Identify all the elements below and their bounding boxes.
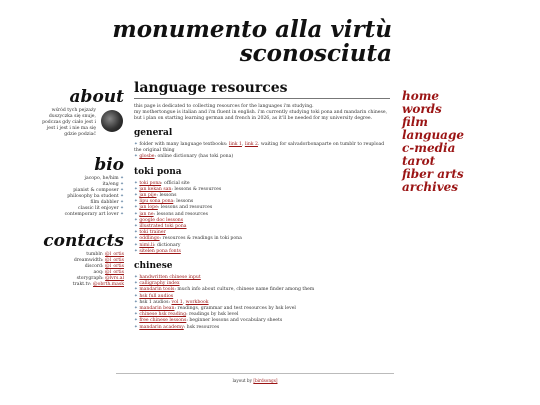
list-item: ✦ mandarin academy: hsk resources	[134, 325, 390, 331]
bio-item: classic lit enjoyer ✦	[78, 206, 124, 211]
resource-link[interactable]: mandarin tools	[139, 287, 175, 293]
bio-item: ita/eng ✦	[102, 182, 124, 187]
list-item: ✦ mandarin bean: readings, grammar and test resources by hsk level	[134, 306, 390, 312]
site-nav	[402, 90, 464, 194]
star-icon: ✦	[120, 200, 124, 205]
list-item	[134, 249, 390, 255]
list-item: ✦ glosbe: online dictionary (has toki pona)	[134, 154, 390, 160]
site-title-line1: monumento alla virtù	[112, 16, 392, 43]
list-item: ✦ free chinese lessons: beginner lessons and vocabulary sheets	[134, 318, 390, 324]
resource-link[interactable]: jan lope	[139, 205, 158, 211]
list-item: ✦ jan ne: lessons and resources	[134, 212, 390, 218]
textbook-link-1[interactable]: link 1	[228, 142, 242, 147]
contact-item: tumblr: @l_ortis	[86, 252, 124, 257]
nav-c-media[interactable]: c-media	[402, 141, 456, 155]
general-list	[134, 142, 390, 161]
list-item: ✦ jan lope: lessons and resources	[134, 205, 390, 211]
resource-link[interactable]: hsk full audios	[139, 293, 174, 299]
list-item: ✦ chinese hsk reading: readings by hsk level	[134, 312, 390, 318]
toki-pona-heading: toki pona	[134, 166, 182, 177]
star-icon: ✦	[120, 194, 124, 199]
glosbe-link[interactable]: glosbe	[139, 154, 155, 160]
list-item: ✦ hsk 1 audios: vol 1, workbook	[134, 300, 390, 306]
star-icon: ✦	[120, 212, 124, 217]
list-item: ✦ oddlingo: resources & readings in toki pona	[134, 236, 390, 242]
star-icon: ✦	[120, 176, 124, 181]
resource-link[interactable]: free chinese lessons	[139, 318, 187, 324]
resource-link[interactable]: toki pona	[139, 180, 162, 186]
resource-link[interactable]: lipu sona pona	[139, 199, 174, 205]
contacts-heading: contacts	[43, 231, 124, 251]
intro-line: my mothertongue is italian and i'm fluent in english. i'm currently studying toki pona and mandarin chinese, but i plan on starting learning german and french in 2026, as it'll be needed for my university degree.	[134, 110, 388, 121]
bio-section	[0, 176, 124, 218]
list-item: ✦ lipu sona pona: lessons	[134, 199, 390, 205]
star-icon: ✦	[120, 206, 124, 211]
star-icon: ✦	[120, 188, 124, 193]
about-line: podczas gdy ciało jest i	[42, 120, 96, 125]
textbook-link-2[interactable]: link 2	[244, 142, 258, 147]
toki-pona-list	[134, 181, 390, 255]
intro-text	[134, 104, 390, 122]
nav-language[interactable]: language	[402, 128, 464, 142]
contact-link-aoq[interactable]: @l_ortis	[105, 270, 124, 275]
about-line: jest i jest i nie ma się	[46, 126, 96, 131]
list-item: ✦ nimi.li: dictionary	[134, 243, 390, 249]
list-item: ✦ jan pije: lessons	[134, 193, 390, 199]
bio-item: pianist & composer ✦	[73, 188, 124, 193]
resource-link[interactable]: sitelen pona fonts	[139, 248, 181, 254]
contact-item: storygraph: @lvrs.al	[76, 276, 124, 281]
contact-link-storygraph[interactable]: @lvrs.al	[105, 276, 124, 281]
resource-link[interactable]: illustrated toki pona	[139, 224, 187, 230]
contact-item: trakt.tv: @obrth.mask	[72, 282, 124, 287]
contact-item: dreamwidth: @l_ortis	[73, 258, 124, 263]
contact-link-discord[interactable]: @l_ortis	[105, 264, 124, 269]
list-item: ✦ toki pona: official site	[134, 181, 390, 187]
footer-divider	[116, 373, 394, 374]
bio-item: jacopo, he/him ✦	[84, 176, 124, 181]
list-item: ✦ mandarin tools: much info about culture, chinese name finder among them	[134, 287, 390, 293]
left-sidebar	[0, 88, 124, 288]
about-line: duszyczka się snuje,	[48, 114, 96, 119]
nav-fiber-arts[interactable]: fiber arts	[402, 167, 464, 181]
main-content	[134, 80, 390, 331]
chinese-list	[134, 275, 390, 331]
resource-link[interactable]: jan kekan san	[139, 186, 172, 192]
avatar	[101, 110, 123, 132]
contacts-section	[0, 252, 124, 288]
resource-link[interactable]: mandarin bean	[139, 306, 175, 312]
layout-credit-link[interactable]: [birdsongs]	[253, 378, 278, 383]
resource-link[interactable]: mandarin academy	[139, 324, 184, 330]
list-item: ✦ jan kekan san: lessons & resources	[134, 187, 390, 193]
resource-link[interactable]: chinese hsk reading	[139, 312, 187, 318]
about-line: wśród tych pejzaży	[51, 108, 96, 113]
about-heading: about	[69, 87, 124, 107]
site-title	[112, 18, 392, 66]
contact-link-dreamwidth[interactable]: @l_ortis	[105, 258, 124, 263]
nav-home[interactable]: home	[402, 89, 440, 103]
nav-words[interactable]: words	[402, 102, 442, 116]
contact-link-trakt[interactable]: @obrth.mask	[93, 282, 124, 287]
resource-link[interactable]: oddlingo	[139, 236, 160, 242]
contact-item: discord: @l_ortis	[84, 264, 124, 269]
intro-line: this page is dedicated to collecting resources for the languages i'm studying.	[134, 104, 314, 109]
resource-link[interactable]: toki trainer	[139, 230, 166, 236]
general-heading: general	[134, 128, 173, 138]
bio-item: contemporary art lover ✦	[64, 212, 124, 217]
bio-heading: bio	[94, 155, 124, 175]
site-title-line2: sconosciuta	[239, 40, 392, 67]
bio-item: film dabbler ✦	[90, 200, 124, 205]
contact-link-tumblr[interactable]: @l_ortis	[105, 252, 124, 257]
resource-link[interactable]: jan ne	[139, 211, 154, 217]
resource-link[interactable]: nimi.li	[139, 242, 154, 248]
resource-link[interactable]: workbook	[185, 299, 209, 305]
list-item: ✦ folder with many language textbooks: link 1, link 2. waiting for salvadorbonaparte on tumblr to reupload the original thing	[134, 142, 390, 154]
about-line: gdzie podziać	[64, 132, 96, 137]
about-text	[0, 108, 96, 138]
nav-archives[interactable]: archives	[402, 180, 459, 194]
star-icon: ✦	[120, 182, 124, 187]
chinese-heading: chinese	[134, 261, 173, 272]
contact-item: aoq: @l_ortis	[93, 270, 124, 275]
resource-link[interactable]: google doc lessons	[139, 217, 184, 223]
about-section	[0, 108, 124, 144]
nav-film[interactable]: film	[402, 115, 428, 129]
page-title: language resources	[134, 80, 390, 99]
footer: layout by [birdsongs]	[232, 378, 278, 383]
resource-link[interactable]: handwritten chinese input	[139, 275, 201, 281]
bio-item: philosophy ba student ✦	[67, 194, 124, 199]
nav-tarot[interactable]: tarot	[402, 154, 436, 168]
resource-link[interactable]: jan pije	[139, 193, 157, 199]
resource-link[interactable]: calligraphy index	[139, 281, 180, 287]
resource-link[interactable]: vol 1	[171, 299, 183, 305]
